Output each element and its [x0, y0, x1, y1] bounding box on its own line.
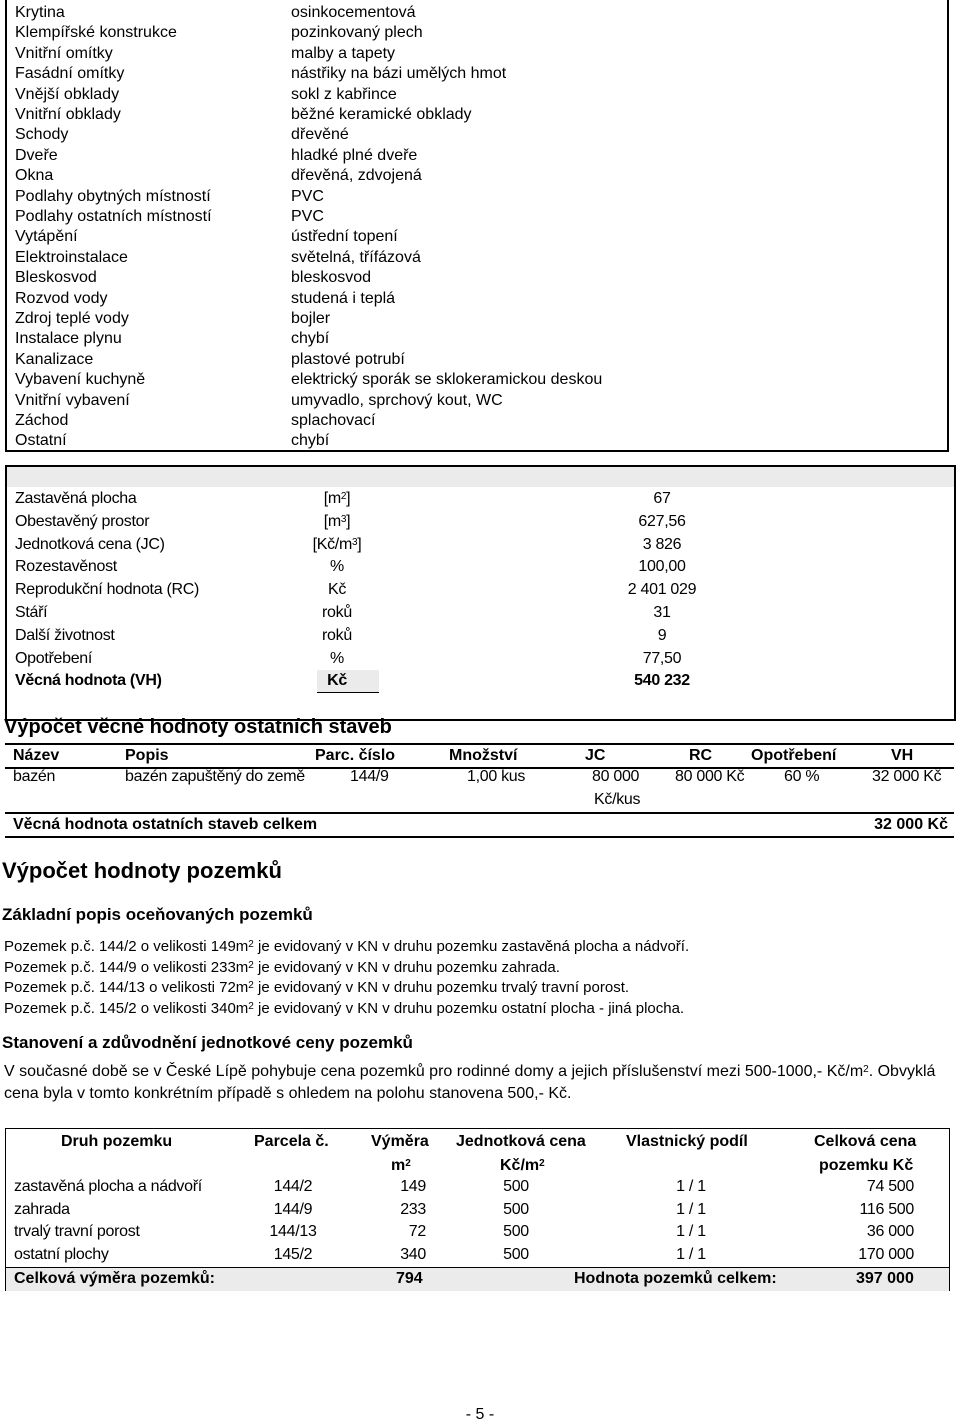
construction-label: Klempířské konstrukce [15, 24, 177, 42]
land-total-area: 794 [396, 1270, 423, 1287]
summary-unit-text: % [330, 649, 344, 667]
construction-value: běžné keramické obklady [291, 106, 472, 123]
parcel-sup: 2 [248, 939, 254, 950]
land-cell-druh: ostatní plochy [14, 1246, 109, 1264]
summary-unit [257, 579, 417, 601]
price-text-line1 [4, 1062, 935, 1082]
hdr-celkova-2: pozemku Kč [819, 1157, 914, 1174]
construction-label: Vnitřní obklady [15, 106, 121, 123]
col-rc: RC [689, 747, 713, 764]
construction-value: bleskosvod [291, 269, 372, 287]
summary-unit-text: Kč [327, 581, 347, 599]
land-cell-cena: 36 000 [866, 1223, 914, 1241]
land-cell-druh: zastavěná plocha a nádvoří [14, 1178, 202, 1195]
summary-unit [257, 670, 417, 692]
construction-row [7, 370, 947, 390]
hdr-celkova: Celková cena [814, 1133, 917, 1150]
construction-row [7, 23, 947, 43]
construction-label: Zdroj teplé vody [15, 310, 129, 327]
construction-value: světelná, třífázová [291, 248, 421, 266]
construction-label: Dveře [15, 146, 58, 164]
row-opotrebeni: 60 % [784, 768, 820, 785]
land-cell-parcela: 144/2 [273, 1178, 313, 1195]
construction-row [7, 207, 947, 227]
land-cell-podil: 1 / 1 [676, 1246, 706, 1264]
construction-value: umyvadlo, sprchový kout, WC [291, 391, 503, 409]
construction-row [7, 309, 947, 329]
construction-label: Kanalizace [15, 350, 94, 368]
construction-label: Rozvod vody [15, 289, 108, 307]
hdr-podil: Vlastnický podíl [626, 1133, 748, 1150]
hdr-parcela: Parcela č. [254, 1133, 329, 1150]
summary-value: 540 232 [634, 672, 690, 690]
summary-label: Zastavěná plocha [15, 490, 137, 507]
summary-row [7, 602, 954, 624]
summary-unit-text: % [330, 558, 344, 576]
land-cell-vymera: 233 [400, 1200, 426, 1218]
construction-row [7, 3, 947, 23]
summary-label: Další životnost [15, 626, 115, 644]
row-jc-unit: Kč/kus [594, 791, 641, 808]
land-cell-jc: 500 [503, 1223, 529, 1241]
price-text-2: . Obvyklá [868, 1063, 936, 1080]
summary-unit-end: ] [357, 535, 362, 553]
col-nazev: Název [13, 747, 60, 764]
construction-row [7, 146, 947, 166]
construction-row [7, 125, 947, 145]
summary-unit [257, 648, 417, 670]
parcel-desc: je evidovaný v KN v druhu pozemku zahrada. [258, 958, 560, 976]
construction-value: pozinkovaný plech [291, 24, 423, 42]
land-cell-parcela: 144/13 [269, 1223, 317, 1241]
hdr-jc: Jednotková cena [456, 1133, 586, 1150]
row-parc: 144/9 [350, 768, 389, 785]
summary-value: 9 [657, 626, 667, 644]
construction-row [7, 329, 947, 349]
land-table-header [6, 1129, 949, 1181]
construction-label: Vytápění [15, 228, 78, 246]
hdr-vymera-unit: $m^2$ [391, 1157, 411, 1174]
summary-table [5, 465, 956, 721]
construction-row [7, 85, 947, 105]
construction-value: malby a tapety [291, 44, 396, 62]
land-cell-jc: 500 [503, 1178, 529, 1195]
other-total-value: 32 000 Kč [874, 816, 948, 833]
summary-label: Opotřebení [15, 649, 93, 667]
parcel-sup: 2 [248, 1000, 254, 1012]
construction-row [7, 187, 947, 207]
price-text-1: V současné době se v České Lípě pohybuje cena pozemků pro rodinné domy a jejich příslušenství mezi 500-1000,- Kč/m [4, 1063, 864, 1080]
construction-label: Záchod [15, 412, 69, 429]
summary-unit [257, 511, 417, 533]
construction-label: Schody [15, 126, 69, 144]
construction-row [7, 289, 947, 309]
construction-value: osinkocementová [291, 4, 416, 21]
land-total-value-label: Hodnota pozemků celkem: [574, 1270, 777, 1287]
parcel-desc: je evidovaný v KN v druhu pozemku ostatní plocha - jiná plocha. [258, 999, 685, 1017]
parcel-line [4, 937, 689, 957]
col-opotrebeni: Opotřebení [751, 747, 837, 764]
land-cell-jc: 500 [503, 1200, 529, 1218]
land-cell-parcela: 144/9 [273, 1200, 313, 1218]
summary-unit [257, 534, 417, 556]
parcel-text: Pozemek p.č. 144/9 o velikosti 233m [4, 958, 249, 976]
summary-label: Věcná hodnota (VH) [15, 672, 162, 690]
construction-value: ústřední topení [291, 228, 398, 246]
parcel-sup: 2 [248, 959, 254, 971]
parcel-desc: je evidovaný v KN v druhu pozemku trvalý travní porost. [258, 979, 630, 996]
summary-label: Reprodukční hodnota (RC) [15, 581, 200, 599]
land-total-row [6, 1267, 949, 1291]
land-cell-cena: 116 500 [859, 1200, 914, 1218]
other-buildings-total [5, 812, 954, 838]
land-cell-cena: 74 500 [866, 1178, 914, 1195]
summary-unit [257, 625, 417, 647]
summary-unit-text: [m [323, 490, 341, 507]
construction-row [7, 248, 947, 268]
summary-unit-text: [Kč/m [312, 535, 352, 553]
summary-unit-text: roků [322, 626, 352, 644]
parcel-line [4, 958, 560, 978]
price-text-line2: cena byla v tomto konkrétním případě s ohledem na polohu stanovena 500,- Kč. [4, 1085, 572, 1102]
summary-row [7, 579, 954, 601]
construction-row [7, 411, 947, 431]
row-mnozstvi: 1,00 kus [467, 768, 526, 785]
construction-value: splachovací [291, 412, 376, 429]
summary-value: 100,00 [638, 558, 686, 576]
other-total-label: Věcná hodnota ostatních staveb celkem [13, 816, 318, 833]
land-cell-podil: 1 / 1 [676, 1178, 706, 1195]
parcel-text: Pozemek p.č. 144/13 o velikosti 72m [4, 979, 249, 996]
construction-label: Podlahy obytných místností [15, 187, 211, 205]
land-cell-cena: 170 000 [858, 1246, 914, 1264]
construction-row [7, 431, 947, 451]
construction-value: PVC [291, 187, 324, 205]
hdr-jc-unit: $Kč/m^2$ [500, 1157, 545, 1174]
summary-value: 77,50 [642, 649, 682, 667]
summary-value: 3 826 [642, 535, 682, 553]
summary-row [7, 625, 954, 647]
summary-unit [257, 488, 417, 510]
summary-unit-text: roků [322, 604, 352, 621]
summary-row [7, 511, 954, 533]
construction-label: Vnější obklady [15, 85, 120, 103]
construction-value: chybí [291, 432, 330, 450]
summary-row [7, 648, 954, 670]
construction-row [7, 350, 947, 370]
construction-value: dřevěná, zdvojená [291, 167, 422, 185]
row-popis: bazén zapuštěný do země [125, 768, 305, 785]
land-cell-druh: zahrada [14, 1200, 70, 1218]
construction-label: Krytina [15, 4, 65, 21]
land-table [5, 1128, 950, 1291]
col-jc: JC [585, 747, 606, 764]
summary-label: Rozestavěnost [15, 558, 117, 576]
summary-label: Stáří [15, 604, 48, 621]
land-cell-podil: 1 / 1 [676, 1223, 706, 1241]
parcel-line [4, 978, 629, 998]
page-number: - 5 - [465, 1406, 495, 1423]
construction-value: sokl z kabřince [291, 85, 397, 103]
summary-unit [257, 602, 417, 624]
summary-value: 627,56 [638, 512, 686, 530]
construction-label: Okna [15, 167, 54, 185]
summary-row [7, 488, 954, 510]
construction-row [7, 268, 947, 288]
construction-value: hladké plné dveře [291, 146, 418, 164]
col-parc: Parc. číslo [315, 747, 396, 764]
construction-label: Fasádní omítky [15, 65, 125, 83]
construction-label: Podlahy ostatních místností [15, 208, 212, 225]
land-subheading: Základní popis oceňovaných pozemků [2, 905, 313, 924]
hdr-vymera: Výměra [371, 1133, 429, 1150]
row-jc: 80 000 [592, 768, 640, 785]
land-total-label: Celková výměra pozemků: [14, 1270, 215, 1287]
summary-value: 67 [653, 490, 671, 507]
row-rc: 80 000 Kč [675, 768, 745, 785]
construction-label: Vnitřní vybavení [15, 391, 130, 409]
construction-row [7, 166, 947, 186]
summary-row [7, 670, 954, 692]
summary-unit-text: [m [323, 512, 341, 530]
land-cell-vymera: 149 [400, 1178, 426, 1195]
summary-unit-end: ] [346, 490, 351, 507]
construction-value: bojler [291, 310, 331, 327]
parcel-desc: je evidovaný v KN v druhu pozemku zastavěná plocha a nádvoří. [258, 938, 690, 955]
hdr-druh: Druh pozemku [61, 1133, 173, 1150]
land-cell-vymera: 72 [408, 1223, 426, 1241]
summary-row [7, 534, 954, 556]
row-vh: 32 000 Kč [872, 768, 942, 785]
other-buildings-heading: Výpočet věcné hodnoty ostatních staveb [4, 716, 392, 738]
construction-value: PVC [291, 208, 324, 225]
construction-row [7, 105, 947, 125]
parcel-line [4, 999, 684, 1019]
summary-row [7, 556, 954, 578]
summary-unit-sup: 3 [340, 513, 347, 525]
construction-label: Bleskosvod [15, 269, 97, 287]
col-popis: Popis [125, 747, 169, 764]
construction-label: Vnitřní omítky [15, 44, 113, 62]
summary-value: 2 401 029 [627, 581, 697, 599]
col-mnozstvi: Množství [449, 747, 518, 764]
summary-unit-sup: 3 [351, 536, 358, 548]
price-sup: 2 [863, 1064, 869, 1075]
construction-value: studená i teplá [291, 289, 396, 307]
construction-label: Ostatní [15, 432, 67, 450]
construction-row [7, 391, 947, 411]
construction-label: Elektroinstalace [15, 248, 128, 266]
summary-header-band [7, 467, 954, 487]
construction-value: dřevěné [291, 126, 349, 144]
construction-value: chybí [291, 330, 330, 348]
parcel-sup: 2 [248, 980, 254, 991]
land-cell-parcela: 145/2 [273, 1246, 313, 1264]
construction-table [5, 0, 949, 452]
row-nazev: bazén [13, 768, 56, 785]
construction-row [7, 44, 947, 64]
land-cell-jc: 500 [503, 1246, 529, 1264]
land-cell-vymera: 340 [400, 1246, 426, 1264]
construction-label: Vybavení kuchyně [15, 371, 146, 389]
summary-label: Jednotková cena (JC) [15, 535, 165, 553]
construction-row [7, 64, 947, 84]
land-cell-druh: trvalý travní porost [14, 1223, 140, 1241]
construction-value: nástřiky na bázi umělých hmot [291, 65, 507, 83]
summary-value: 31 [653, 604, 671, 621]
land-heading: Výpočet hodnoty pozemků [2, 858, 282, 883]
summary-unit-end: ] [346, 512, 351, 530]
land-total-value: 397 000 [856, 1270, 914, 1287]
summary-unit-sup: 2 [340, 491, 347, 502]
construction-value: plastové potrubí [291, 350, 405, 368]
parcel-text: Pozemek p.č. 144/2 o velikosti 149m [4, 938, 249, 955]
land-cell-podil: 1 / 1 [676, 1200, 706, 1218]
price-heading: Stanovení a zdůvodnění jednotkové ceny pozemků [2, 1033, 413, 1052]
parcel-text: Pozemek p.č. 145/2 o velikosti 340m [4, 999, 249, 1017]
construction-value: elektrický sporák se sklokeramickou deskou [291, 371, 603, 389]
col-vh: VH [891, 747, 914, 764]
summary-unit [257, 556, 417, 578]
summary-label: Obestavěný prostor [15, 512, 150, 530]
summary-unit-text: Kč [327, 672, 347, 690]
construction-label: Instalace plynu [15, 330, 122, 348]
construction-row [7, 227, 947, 247]
